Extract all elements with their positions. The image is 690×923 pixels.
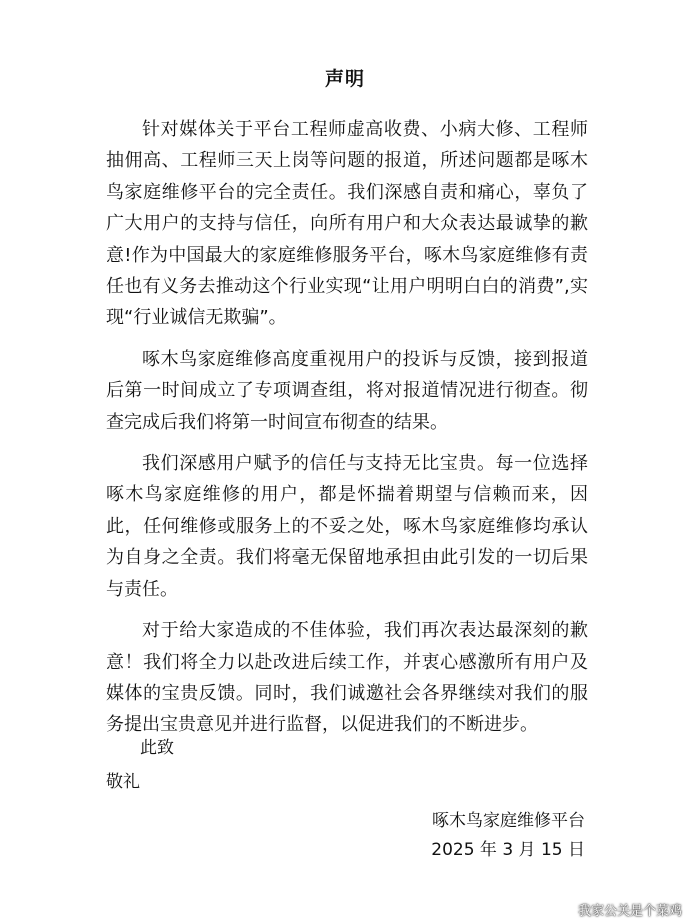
watermark-text: 我家公关是个菜鸡 [577, 904, 682, 919]
paragraph-2: 啄木鸟家庭维修高度重视用户的投诉与反馈，接到报道后第一时间成立了专项调查组，将对报道情况进行彻查。彻查完成后我们将第一时间宣布彻查的结果。 [106, 348, 588, 433]
paragraph-1: 针对媒体关于平台工程师虚高收费、小病大修、工程师抽佣高、工程师三天上岗等问题的报道，所述问题都是啄木鸟家庭维修平台的完全责任。我们深感自责和痛心，辜负了广大用户的支持与信任，向所有用户和大众表达最诚挚的歉意!作为中国最大的家庭维修服务平台，啄木鸟家庭维修有责任也有义务去推动这个行业实现“让用户明明白白的消费”,实现“行业诚信无欺骗”。 [106, 119, 588, 329]
paragraph-3: 我们深感用户赋予的信任与支持无比宝贵。每一位选择啄木鸟家庭维修的用户，都是怀揣着期望与信赖而来，因此，任何维修或服务上的不妥之处，啄木鸟家庭维修均承认为自身之全责。我们将毫无保留地承担由此引发的一切后果与责任。 [106, 453, 588, 600]
signature-date: 2025 年 3 月 15 日 [431, 840, 585, 860]
closing: 敬礼 [106, 772, 140, 792]
document-body [106, 114, 588, 751]
signature-organization: 啄木鸟家庭维修平台 [432, 811, 585, 831]
salutation: 此致 [140, 738, 174, 758]
paragraph-4: 对于给大家造成的不佳体验，我们再次表达最深刻的歉意！我们将全力以赴改进后续工作，并衷心感激所有用户及媒体的宝贵反馈。同时，我们诚邀社会各界继续对我们的服务提出宝贵意见并进行监督，以促进我们的不断进步。 [106, 620, 588, 736]
document-title: 声明 [324, 68, 365, 90]
